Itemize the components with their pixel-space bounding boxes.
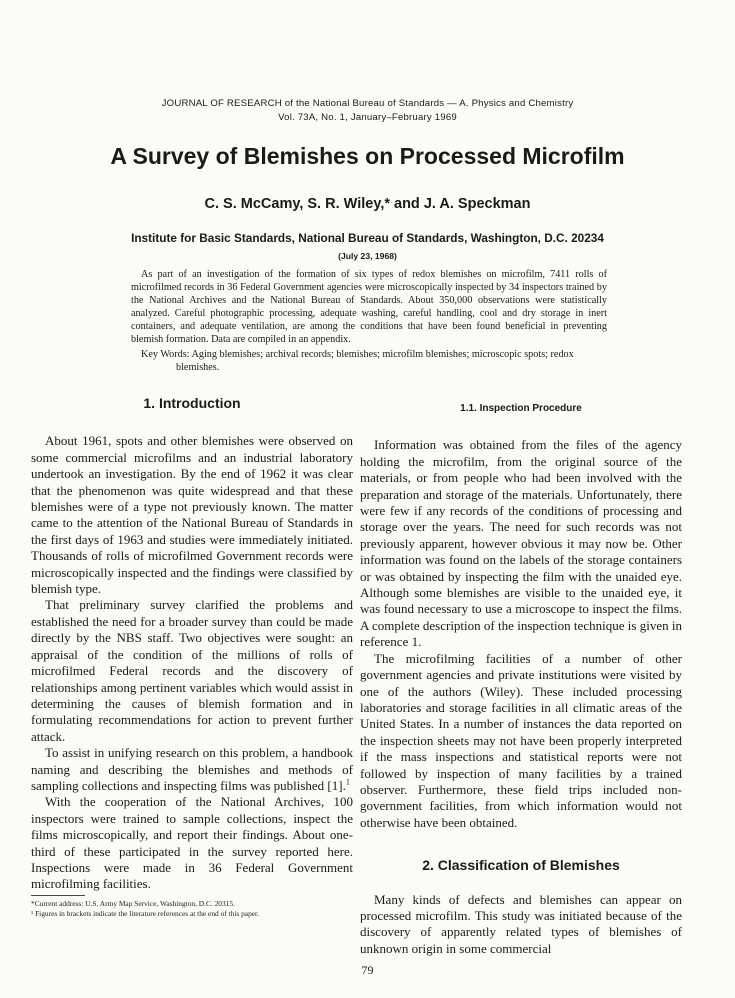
- keywords: Key Words: Aging blemishes; archival records; blemishes; microfilm blemishes; microscopic spots; redox blemishes.: [141, 349, 574, 373]
- subsection-heading-inspection-procedure: 1.1. Inspection Procedure: [460, 403, 582, 414]
- footnotes: [31, 895, 353, 919]
- page-number: 79: [361, 963, 374, 977]
- classification-paragraph-1: Many kinds of defects and blemishes can appear on processed microfilm. This study was initiated because of the discovery of apparently related types of blemishes of unknown origin in some commercial: [360, 891, 682, 956]
- footnote-address: *Current address: U.S. Army Map Service, Washington, D.C. 20315.: [31, 899, 235, 908]
- journal-line-1: JOURNAL OF RESEARCH of the National Bureau of Standards — A. Physics and Chemistry: [161, 98, 574, 109]
- footnote-references: ¹ Figures in brackets indicate the literature references at the end of this paper.: [31, 909, 259, 918]
- received-date: (July 23, 1968): [338, 251, 397, 261]
- footnote-rule: [31, 895, 85, 896]
- abstract: As part of an investigation of the formation of six types of redox blemishes on microfilm, 7411 rolls of microfilmed records in 36 Federal Government agencies were microscopically inspected by 34 inspectors trained by the National Archives and the National Bureau of Standards. About 350,000 observations were statistically analyzed. Careful photographic processing, adequate washing, careful handling, cool and dry storage in inert containers, and adequate ventilation, are among the conditions that have been found beneficial in preventing blemish formation. Data are compiled in an appendix.: [131, 269, 607, 345]
- paper-title: A Survey of Blemishes on Processed Microfilm: [110, 143, 625, 169]
- inspection-paragraph-1: Information was obtained from the files of the agency holding the microfilm, from the original source of the materials, or from people who had been involved with the preparation and storage of the materials. Unfortunately, there were few if any records of the conditions of processing and storage over the years. The need for such records was not previously apparent, however obvious it may now be. Other information was found on the labels of the storage containers or was obtained by inspecting the film with the unaided eye. Although some blemishes are visible to the unaided eye, it was found necessary to use a microscope to inspect the films. A complete description of the inspection technique is given in reference 1.: [360, 437, 682, 650]
- intro-paragraph-3-text: To assist in unifying research on this problem, a handbook naming and describing the blemishes and methods of sampling collections and inspecting films was published [1].: [31, 745, 353, 793]
- intro-paragraph-2: That preliminary survey clarified the problems and established the need for a broader survey than could be made directly by the NBS staff. Two objectives were sought: an appraisal of the condition of the millions of rolls of microfilmed Federal records and the discovery of relationships among pertinent variables which would assist in determining the causes of blemish formation and in formulating recommendations for action to prevent further attack.: [31, 597, 353, 744]
- institution: Institute for Basic Standards, National Bureau of Standards, Washington, D.C. 20234: [131, 231, 604, 245]
- inspection-paragraph-2: The microfilming facilities of a number of other government agencies and private institutions were visited by one of the authors (Wiley). These included processing laboratories and storage facilities in all climatic areas of the United States. In a number of instances the data reported on the inspection sheets may not have been properly interpreted if the mass inspections and statistical reports were not followed by inspection of many facilities by a trained observer. Furthermore, these field trips included non-government facilities, from which information would not otherwise have been obtained.: [360, 650, 682, 830]
- left-column: [31, 395, 353, 893]
- right-column: [360, 395, 682, 957]
- section-heading-classification: 2. Classification of Blemishes: [422, 857, 620, 874]
- authors: C. S. McCamy, S. R. Wiley,* and J. A. Speckman: [204, 196, 531, 212]
- intro-paragraph-1: About 1961, spots and other blemishes were observed on some commercial microfilms and an industrial laboratory undertook an investigation. By the end of 1962 it was clear that the phenomenon was quite widespread and that these blemishes were of a type not previously known. The matter came to the attention of the National Bureau of Standards in the first days of 1963 and studies were immediately initiated. Thousands of rolls of microfilmed Government records were microscopically inspected and the findings were classified by blemish type.: [31, 433, 353, 597]
- intro-paragraph-3: [31, 745, 353, 794]
- section-heading-introduction: 1. Introduction: [143, 395, 241, 411]
- intro-paragraph-4: With the cooperation of the National Archives, 100 inspectors were trained to sample collections, inspect the films microscopically, and report their findings. About one-third of these participated in the survey reported here. Inspections were made in 36 Federal Government microfilming facilities.: [31, 794, 353, 892]
- journal-line-2: Vol. 73A, No. 1, January–February 1969: [278, 112, 457, 123]
- journal-header: [0, 97, 735, 125]
- footnote-marker: 1: [345, 777, 350, 787]
